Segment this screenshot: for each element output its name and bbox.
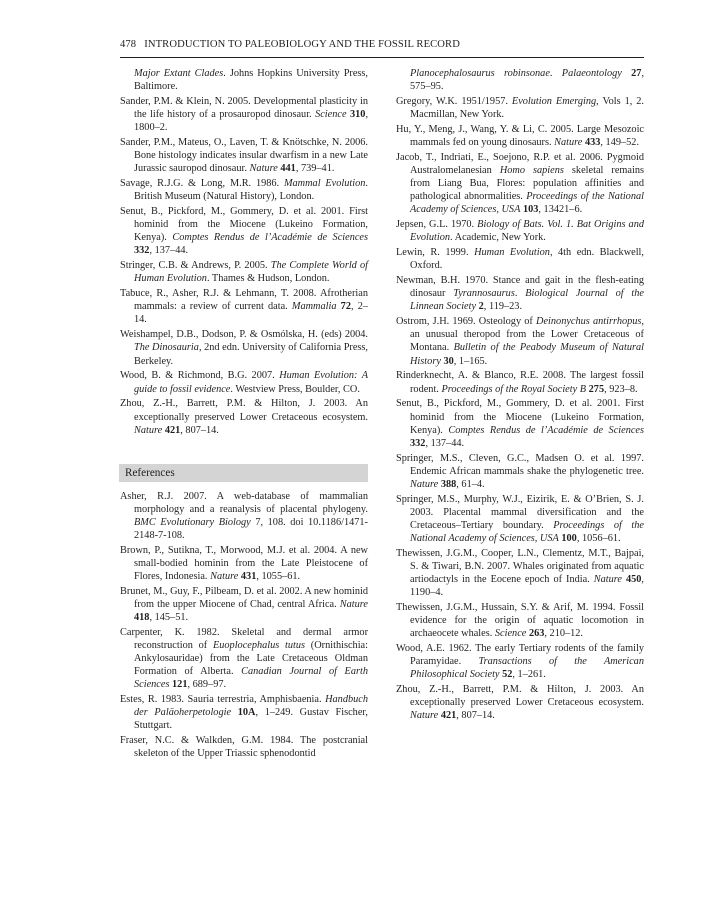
reference-text: Zhou, Z.-H., Barrett, P.M. & Hilton, J. 2003. An exceptionally preserved Lower Cretaceous ecosystem.: [120, 398, 368, 423]
volume-number: 433: [584, 137, 601, 149]
volume-number: 72: [340, 301, 351, 313]
running-head-title: INTRODUCTION TO PALEOBIOLOGY AND THE FOSSIL RECORD: [144, 39, 460, 50]
reference-text: , 1–249. Gustav Fischer, Stuttgart.: [134, 707, 368, 732]
reference-text: Senut, B., Pickford, M., Gommery, D. et al. 2001. First hominid from the Miocene (Lukeino Formation, Kenya).: [120, 206, 368, 244]
volume-number: 263: [528, 628, 545, 640]
italic-text: Science: [494, 628, 527, 640]
italic-text: Palaeontology: [561, 68, 622, 79]
italic-text: Bulletin of the Peabody Museum of Natural History: [410, 342, 644, 367]
volume-number: 2: [478, 301, 484, 313]
reference-entry: [396, 95, 644, 121]
reference-text: skeletal remains from Liang Bua, Flores: population affinities and pathological abnormalities.: [410, 165, 644, 203]
italic-text: Comptes Rendus de l’Académie de Sciences: [172, 232, 369, 244]
reference-text: Lewin, R. 1999.: [396, 247, 475, 259]
reference-text: Fraser, N.C. & Walkden, G.M. 1984. The postcranial skeleton of the Upper Triassic sphenodontid: [120, 735, 368, 760]
reference-text: , an unusual theropod from the Lower Cretaceous of Montana.: [410, 316, 644, 354]
reference-text: [622, 68, 631, 79]
reference-entry: [120, 205, 368, 257]
reference-entry: [396, 67, 644, 93]
volume-number: 30: [443, 355, 454, 367]
reference-text: Ostrom, J.H. 1969. Osteology of: [396, 316, 537, 328]
reference-text: . British Museum (Natural History), London.: [134, 178, 368, 203]
reference-entry: [396, 397, 644, 449]
reference-text: Carpenter, K. 1982. Skeletal and dermal armor reconstruction of: [120, 627, 368, 652]
left-column: [120, 67, 368, 762]
reference-text: Weishampel, D.B., Dodson, P. & Osmólska, H. (eds) 2004.: [120, 329, 368, 341]
italic-text: Biology of Bats. Vol. 1. Bat Origins and Evolution: [410, 219, 644, 244]
reference-text: Sander, P.M., Mateus, O., Laven, T. & Knötschke, N. 2006. Bone histology indicates insular dwarfism in a new Late Jurassic sauropod dinosaur.: [120, 137, 368, 175]
reference-entry: [396, 123, 644, 149]
italic-text: Nature: [410, 478, 439, 490]
reference-text: 7, 108. doi 10.1186/1471-2148-7-108.: [134, 516, 368, 541]
references-list-left: [120, 490, 368, 761]
reference-text: , 689–97.: [187, 679, 227, 691]
reference-text: . Thames & Hudson, London.: [206, 273, 330, 285]
volume-number: 421: [164, 424, 181, 436]
italic-text: Nature: [134, 424, 163, 436]
reference-text: , 145–51.: [149, 612, 189, 624]
volume-number: 332: [410, 437, 426, 449]
reference-text: , 1800–2.: [134, 109, 369, 134]
reference-text: , 137–44.: [425, 437, 465, 449]
volume-number: 103: [522, 204, 539, 216]
volume-number: 332: [134, 245, 150, 257]
reference-text: , 61–4.: [456, 478, 485, 490]
reference-entry: [120, 287, 368, 326]
reference-text: Thewissen, J.G.M., Hussain, S.Y. & Arif, M. 1994. Fossil evidence for the origin of aquatic locomotion in archaeocete whales.: [396, 602, 644, 640]
reference-text: , 149–52.: [600, 137, 640, 149]
italic-text: Biological Journal of the Linnean Society: [410, 288, 644, 313]
italic-text: Mammalia: [291, 301, 337, 313]
reference-entry: [120, 136, 368, 175]
reference-text: , 1056–61.: [576, 532, 621, 544]
reference-text: Savage, R.J.G. & Long, M.R. 1986.: [120, 178, 284, 190]
italic-text: Tyrannosaurus: [453, 288, 515, 300]
reference-entry: [120, 585, 368, 624]
reference-text: , 1–261.: [512, 669, 546, 681]
volume-number: 418: [134, 612, 150, 624]
references-heading: References: [119, 464, 368, 482]
italic-text: The Dinosauria: [134, 342, 199, 354]
reference-entry: [120, 490, 368, 542]
reference-text: Zhou, Z.-H., Barrett, P.M. & Hilton, J. 2003. An exceptionally preserved Lower Cretaceous ecosystem.: [396, 684, 644, 709]
reference-entry: [396, 642, 644, 681]
italic-text: Proceedings of the National Academy of Sciences, USA: [410, 191, 644, 216]
volume-number: 431: [240, 571, 257, 583]
reference-entry: [120, 259, 368, 285]
reference-entry: [120, 328, 368, 367]
reference-text: Rinderknecht, A. & Blanco, R.E. 2008. The largest fossil rodent.: [396, 370, 644, 395]
reference-text: , 739–41.: [295, 163, 335, 175]
reference-text: , 923–8.: [604, 383, 638, 395]
italic-text: Human Evolution: A guide to fossil evidence: [134, 370, 368, 395]
italic-text: Euoplocephalus tutus: [212, 640, 306, 652]
reference-text: Springer, M.S., Murphy, W.J., Eizirik, E. & O’Brien, S. J. 2003. Placental mammal diversification and the Cretaceous–Tertiary boundary.: [396, 493, 644, 531]
reference-entry: [396, 493, 644, 545]
reference-entry: [396, 218, 644, 244]
reference-text: . Johns Hopkins University Press, Baltimore.: [134, 68, 369, 93]
reference-text: Tabuce, R., Asher, R.J. & Lehmann, T. 2008. Afrotherian mammals: a review of current data.: [120, 288, 368, 313]
italic-text: Mammal Evolution: [283, 178, 366, 190]
further-reading-list: [120, 67, 368, 437]
italic-text: Human Evolution: [474, 247, 550, 259]
reference-text: Thewissen, J.G.M., Cooper, L.N., Clementz, M.T., Bajpai, S. & Tiwari, B.N. 2007. Whales originated from aquatic artiodactyls in the Eocene epoch of India.: [396, 547, 644, 586]
italic-text: Comptes Rendus de l’Académie de Sciences: [448, 424, 645, 436]
italic-text: Proceedings of the National Academy of Sciences, USA: [410, 519, 645, 544]
reference-text: , 807–14.: [180, 424, 219, 436]
reference-text: .: [549, 68, 562, 79]
reference-text: Asher, R.J. 2007. A web-database of mammalian morphology and a reanalysis of placental phylogeny.: [120, 490, 368, 515]
reference-text: Springer, M.S., Cleven, G.C., Madsen O. et al. 1997. Endemic African mammals shake the phylogenetic tree.: [396, 452, 644, 477]
reference-text: .: [514, 288, 526, 300]
italic-text: Nature: [339, 599, 368, 611]
right-column: [396, 67, 644, 724]
reference-text: , 210–12.: [544, 628, 584, 640]
italic-text: Nature: [249, 163, 278, 175]
italic-text: Proceedings of the Royal Society B: [441, 383, 587, 395]
reference-text: , 2–14.: [134, 301, 368, 326]
volume-number: 121: [172, 679, 188, 691]
reference-text: , Vols 1, 2. Macmillan, New York.: [410, 95, 644, 121]
reference-entry: [120, 544, 368, 583]
volume-number: 27: [631, 68, 642, 79]
italic-text: Nature: [210, 571, 239, 583]
references-list-right: [396, 67, 644, 722]
reference-text: Stringer, C.B. & Andrews, P. 2005.: [120, 260, 271, 272]
volume-number: 388: [440, 478, 457, 490]
reference-text: Jepsen, G.L. 1970.: [396, 219, 478, 231]
italic-text: Nature: [554, 137, 583, 149]
reference-text: [231, 707, 238, 718]
reference-text: Gregory, W.K. 1951/1957.: [396, 95, 512, 107]
reference-text: , 119–23.: [483, 301, 523, 313]
reference-entry: [396, 683, 644, 722]
reference-text: , 2nd edn. University of California Press, Berkeley.: [134, 342, 369, 367]
header-rule: [120, 57, 644, 58]
italic-text: BMC Evolutionary Biology: [134, 516, 251, 528]
italic-text: Nature: [593, 574, 622, 586]
reference-entry: [120, 67, 368, 93]
reference-entry: [396, 452, 644, 491]
italic-text: Deinonychus antirrhopus: [536, 316, 642, 328]
reference-text: . Academic, New York.: [450, 232, 546, 244]
reference-text: , 13421–6.: [538, 204, 583, 216]
italic-text: Evolution Emerging: [511, 95, 597, 107]
reference-text: , 807–14.: [456, 710, 495, 722]
reference-entry: [396, 246, 644, 272]
reference-entry: [120, 693, 368, 732]
reference-text: Newman, B.H. 1970. Stance and gait in the flesh-eating dinosaur: [396, 275, 644, 300]
reference-text: Wood, B. & Richmond, B.G. 2007.: [120, 370, 280, 382]
reference-entry: [120, 626, 368, 691]
reference-entry: [396, 274, 644, 313]
running-head: [120, 39, 644, 50]
reference-text: Brunet, M., Guy, F., Pilbeam, D. et al. 2002. A new hominid from the upper Miocene of Chad, central Africa.: [120, 585, 368, 611]
italic-text: Homo sapiens: [499, 165, 564, 177]
volume-number: 310: [349, 109, 366, 121]
italic-text: Transactions of the American Philosophical Society: [410, 656, 644, 681]
reference-text: , 1190–4.: [410, 574, 644, 599]
volume-number: 441: [280, 163, 296, 175]
reference-text: (Ornithischia: Ankylosauridae) from the Late Cretaceous Oldman Formation of Alberta.: [134, 640, 368, 678]
page-number: 478: [120, 39, 137, 50]
reference-text: Senut, B., Pickford, M., Gommery, D. et al. 2001. First hominid from the Miocene (Lukeino Formation, Kenya).: [396, 398, 644, 436]
reference-text: Wood, A.E. 1962. The early Tertiary rodents of the family Paramyidae.: [396, 643, 644, 668]
italic-text: Planocephalosaurus robinsonae: [410, 68, 550, 79]
reference-text: , 4th edn. Blackwell, Oxford.: [410, 247, 644, 272]
reference-entry: [120, 177, 368, 203]
italic-text: Major Extant Clades: [134, 68, 224, 79]
reference-entry: [120, 397, 368, 436]
reference-entry: [120, 369, 368, 395]
reference-text: Jacob, T., Indriati, E., Soejono, R.P. et al. 2006. Pygmoid Australomelanesian: [396, 151, 644, 177]
reference-text: . Westview Press, Boulder, CO.: [230, 383, 360, 395]
reference-entry: [396, 151, 644, 216]
reference-text: , 1–165.: [453, 355, 488, 367]
volume-number: 10A: [237, 707, 256, 719]
reference-entry: [396, 315, 644, 367]
italic-text: Science: [315, 109, 347, 121]
italic-text: Canadian Journal of Earth Sciences: [134, 666, 368, 691]
reference-text: Hu, Y., Meng, J., Wang, Y. & Li, C. 2005. Large Mesozoic mammals fed on young dinosaurs.: [396, 123, 644, 149]
reference-entry: [396, 601, 644, 640]
volume-number: 100: [561, 532, 577, 544]
italic-text: Handbuch der Paläoherpetologie: [134, 694, 368, 719]
reference-text: Sander, P.M. & Klein, N. 2005. Developmental plasticity in the life history of a prosauropod dinosaur.: [120, 95, 368, 121]
italic-text: The Complete World of Human Evolution: [134, 260, 369, 285]
reference-text: , 1055–61.: [256, 571, 301, 583]
italic-text: Nature: [410, 710, 439, 722]
volume-number: 52: [502, 669, 513, 681]
reference-entry: [120, 95, 368, 134]
reference-text: Estes, R. 1983. Sauria terrestria, Amphisbaenia.: [120, 694, 326, 706]
reference-entry: [396, 547, 644, 599]
reference-entry: [120, 734, 368, 760]
reference-text: , 137–44.: [149, 245, 189, 257]
reference-text: , 575–95.: [410, 68, 645, 93]
volume-number: 421: [440, 710, 457, 722]
reference-entry: [396, 369, 644, 395]
volume-number: 275: [588, 383, 605, 395]
volume-number: 450: [625, 574, 642, 586]
reference-text: Brown, P., Sutikna, T., Morwood, M.J. et al. 2004. A new small-bodied hominin from the Late Pleistocene of Flores, Indonesia.: [120, 544, 368, 583]
